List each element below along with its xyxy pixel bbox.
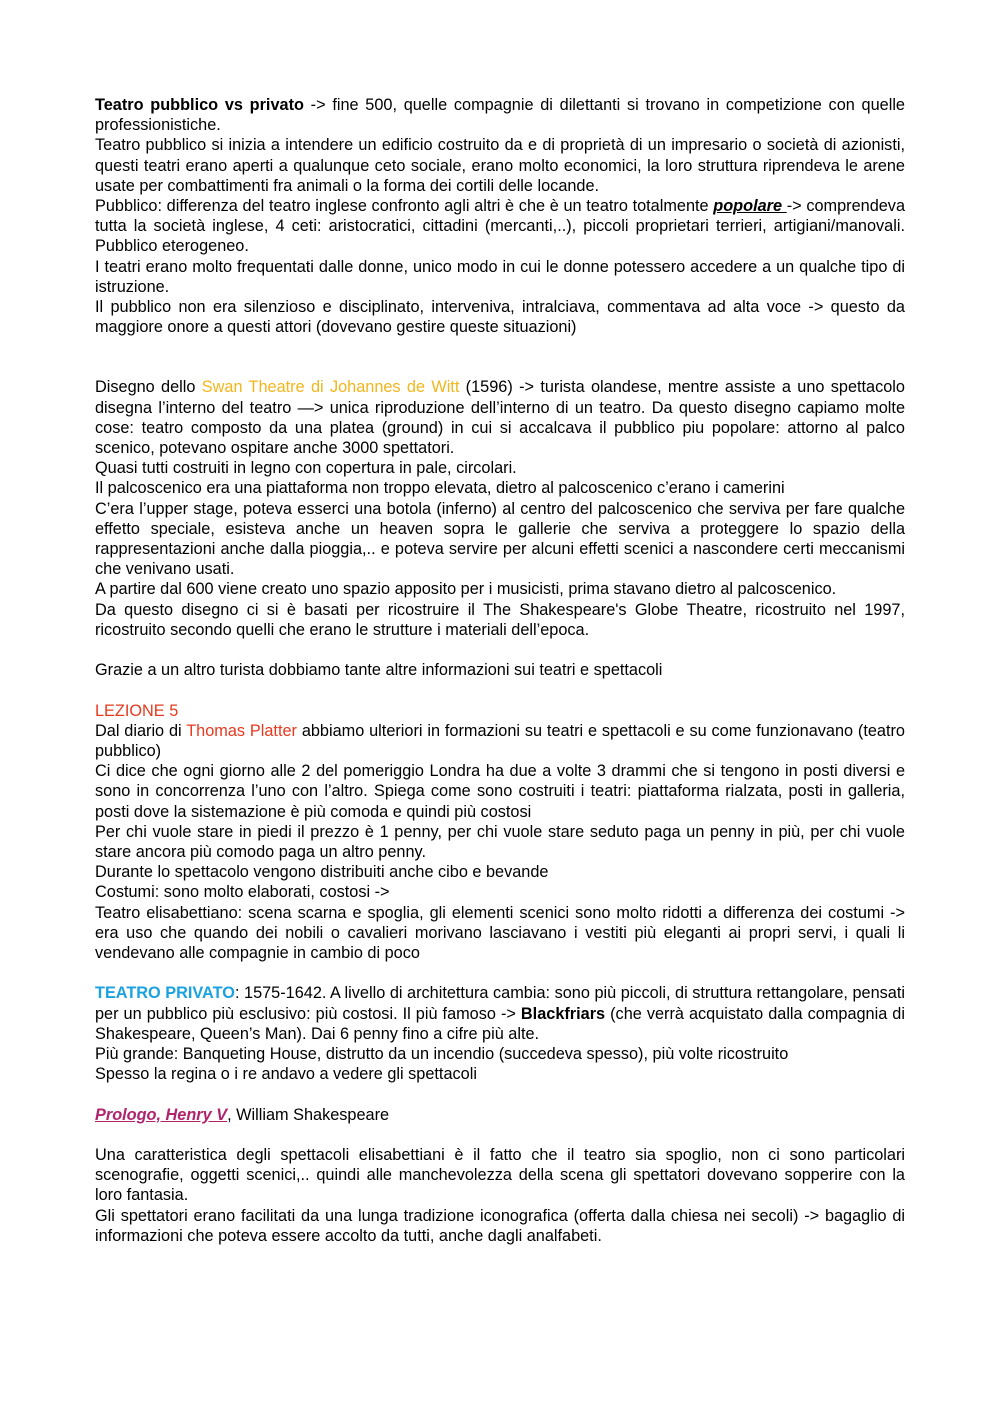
paragraph-queen: Spesso la regina o i re andavo a vedere gli spettacoli: [95, 1065, 477, 1084]
paragraph-private-theatre: [95, 983, 905, 1044]
section-title-public-vs-private: Teatro pubblico vs privato: [95, 96, 304, 114]
paragraph-stage: Il palcoscenico era una piattaforma non troppo elevata, dietro al palcoscenico c’erano i camerini: [95, 479, 785, 498]
highlight-thomas-platter: Thomas Platter: [186, 721, 297, 740]
paragraph-audience: [95, 196, 905, 257]
paragraph-musicians: A partire dal 600 viene creato uno spazio apposito per i musicisti, prima stavano dietro al palcoscenico.: [95, 580, 837, 599]
link-prologo-henry-v: Prologo, Henry V: [95, 1105, 228, 1124]
paragraph-audience-behaviour: Il pubblico non era silenzioso e disciplinato, interveniva, intralciava, commentava ad alta voce -> questo da maggiore onore a questi attori (dovevano gestire queste situazioni): [95, 298, 905, 337]
spacer: [95, 1085, 905, 1105]
paragraph-text: Dal diario di: [95, 721, 187, 740]
paragraph-iconographic-tradition: Gli spettatori erano facilitati da una lunga tradizione iconografica (offerta dalla chiesa nei secoli) -> bagaglio di informazioni che poteva essere accolto da tutti, anche dagli analfabeti.: [95, 1206, 905, 1245]
paragraph-text: (1596) -> turista olandese, mentre assiste a uno spettacolo disegna l’interno del teatro —> unica riproduzione dell’interno di un teatro. Da questo disegno capiamo molte cose: teatro composto da una platea (ground) in cui si accalcava il pubblico piu popolare: attorno al palco scenico, potevano ospitare anche 3000 spettatori.: [95, 378, 905, 458]
spacer: [95, 640, 905, 660]
paragraph-text: -> comprendeva tutta la società inglese, 4 ceti: aristocratici, cittadini (mercanti,..), piccoli proprietari terrieri, artigiani/manovali. Pubblico eterogeneo.: [95, 197, 905, 256]
paragraph-elizabethan-theatre: Teatro elisabettiano: scena scarna e spoglia, gli elementi scenici sono molto ridotti a differenza dei costumi -> era uso che quando dei nobili o cavalieri morivano lasciavano i vestiti più eleganti ai propri servi, i quali li vendevano alle compagnie in cambio di poco: [95, 903, 905, 963]
paragraph-another-tourist: Grazie a un altro turista dobbiamo tante altre informazioni sui teatri e spettacoli: [95, 661, 663, 680]
emphasis-popolare: popolare: [713, 197, 787, 216]
highlight-swan-theatre: Swan Theatre di Johannes de Witt: [201, 378, 460, 397]
paragraph-prologue: [95, 1105, 905, 1125]
paragraph-public-vs-private: [95, 95, 905, 135]
paragraph-text: abbiamo ulteriori in formazioni su teatri e spettacoli e su come funzionavano (teatro pubblico): [95, 721, 905, 761]
paragraph-public-theatre: Teatro pubblico si inizia a intendere un edificio costruito da e di proprietà di un impresario o società di azionisti, questi teatri erano aperti a qualunque ceto sociale, erano molto economici, la loro struttura riprendeva le arene usate per combattimenti fra animali o la forma dei cortili delle locande.: [95, 136, 905, 195]
paragraph-banqueting-house: Più grande: Banqueting House, distrutto da un incendio (succedeva spesso), più volte ricostruito: [95, 1045, 789, 1064]
paragraph-text: Pubblico: differenza del teatro inglese confronto agli altri è che è un teatro totalmente: [95, 197, 714, 216]
paragraph-bare-stage: Una caratteristica degli spettacoli elisabettiani è il fatto che il teatro sia spoglio, non ci sono particolari scenografie, oggetti scenici,.. quindi alle manchevolezza della scena gli spettatori dovevano sopperire con la loro fantasia.: [95, 1146, 905, 1205]
spacer: [95, 680, 905, 700]
paragraph-women: I teatri erano molto frequentati dalle donne, unico modo in cui le donne potessero accedere a un qualche tipo di istruzione.: [95, 257, 905, 296]
bold-blackfriars: Blackfriars: [520, 1004, 606, 1023]
paragraph-prices: Per chi vuole stare in piedi il prezzo è 1 penny, per chi vuole stare seduto paga un penny in più, per chi vuole stare ancora più comodo paga un altro penny.: [95, 822, 905, 862]
paragraph-text: Disegno dello: [95, 378, 202, 397]
paragraph-costumes: Costumi: sono molto elaborati, costosi ->: [95, 883, 390, 902]
paragraph-text: : 1575-1642. A livello di architettura cambia: sono più piccoli, di struttura rettangolare, pensati per un pubblico più esclusivo: più costosi. Il più famoso ->: [95, 984, 905, 1023]
spacer: [95, 337, 905, 377]
paragraph-upper-stage: C’era l’upper stage, poteva esserci una botola (inferno) al centro del palcoscenico che serviva per fare qualche effetto speciale, esisteva anche un heaven sopra le gallerie che serviva a proteggere lo spazio della rappresentazioni anche dalla pioggia,.. e poteva servire per alcuni effetti scenici a nascondere certi meccanismi che venivano usati.: [95, 499, 905, 579]
paragraph-thomas-platter: [95, 721, 905, 761]
spacer: [95, 1125, 905, 1145]
paragraph-globe-theatre: Da questo disegno ci si è basati per ricostruire il The Shakespeare's Globe Theatre, ricostruito nel 1997, ricostruito secondo quelli che erano le strutture i materiali dell’epoca.: [95, 600, 905, 639]
paragraph-daily-plays: Ci dice che ogni giorno alle 2 del pomeriggio Londra ha due a volte 3 drammi che si tengono in posti diversi e sono in concorrenza l’uno con l’altro. Spiega come sono costruiti i teatri: piattaforma rialzata, posti in galleria, posti dove la sistemazione è più comoda e quindi più costosi: [95, 762, 905, 821]
paragraph-text: , William Shakespeare: [227, 1105, 390, 1124]
paragraph-construction: Quasi tutti costruiti in legno con copertura in pale, circolari.: [95, 459, 517, 478]
paragraph-food: Durante lo spettacolo vengono distribuiti anche cibo e bevande: [95, 863, 549, 882]
paragraph-text: -> fine 500, quelle compagnie di dilettanti si trovano in competizione con quelle professionistiche.: [95, 96, 905, 135]
document-page: [95, 95, 905, 1246]
section-title-private-theatre: TEATRO PRIVATO: [95, 984, 235, 1003]
paragraph-text: (che verrà acquistato dalla compagnia di Shakespeare, Queen’s Man). Dai 6 penny fino a cifre più alte.: [95, 1004, 905, 1043]
paragraph-swan-theatre: [95, 377, 905, 458]
spacer: [95, 963, 905, 983]
lesson-heading: LEZIONE 5: [95, 701, 179, 720]
